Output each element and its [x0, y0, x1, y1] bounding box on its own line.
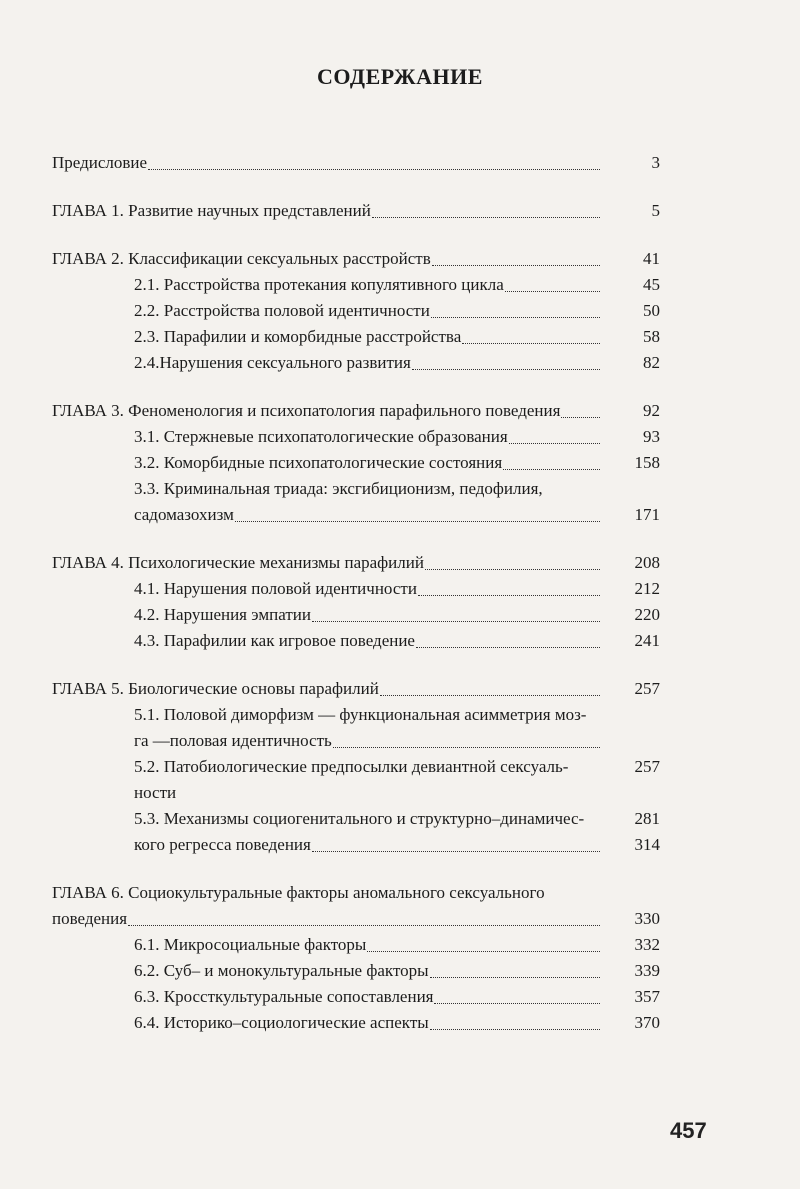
- toc-entry-page: 357: [634, 987, 660, 1006]
- toc-section: [52, 1010, 660, 1036]
- toc-entry-page: 212: [634, 579, 660, 598]
- toc-entry-page: 58: [643, 327, 660, 346]
- toc-entry-text: 6.1. Микросоциальные факторы: [134, 935, 367, 954]
- dot-leader: [312, 850, 600, 852]
- toc-chapter: [52, 198, 660, 224]
- toc-entry-page: 241: [634, 631, 660, 650]
- toc-entry-page: 41: [643, 249, 660, 268]
- dot-leader: [148, 168, 600, 170]
- toc-section: [52, 754, 660, 780]
- dot-leader: [416, 646, 600, 648]
- toc-section: [52, 476, 660, 502]
- toc-entry-text: га —половая идентичность: [134, 731, 332, 750]
- toc-entry-page: 339: [634, 961, 660, 980]
- toc-entry-text: 3.1. Стержневые психопатологические образования: [134, 427, 508, 446]
- toc-entry-page: 3: [651, 153, 660, 172]
- dot-leader: [561, 416, 600, 418]
- toc-entry-text: 4.1. Нарушения половой идентичности: [134, 579, 417, 598]
- toc-section: [52, 984, 660, 1010]
- toc-section-continuation: [52, 780, 660, 806]
- toc-entry-text: ГЛАВА 2. Классификации сексуальных расстройств: [52, 249, 431, 268]
- dot-leader: [312, 620, 600, 622]
- toc-section-continuation: [52, 832, 660, 858]
- dot-leader: [412, 368, 600, 370]
- toc-entry-text: 4.2. Нарушения эмпатии: [134, 605, 311, 624]
- toc-entry-text: ГЛАВА 4. Психологические механизмы парафилий: [52, 553, 424, 572]
- toc-section: [52, 602, 660, 628]
- dot-leader: [333, 746, 600, 748]
- page-title: СОДЕРЖАНИЕ: [317, 64, 483, 89]
- toc-entry-text: 5.3. Механизмы социогенитального и структурно–динамичес-: [134, 809, 585, 828]
- toc-entry-text: Предисловие: [52, 153, 148, 172]
- toc-entry-page: 314: [634, 835, 660, 854]
- dot-leader: [372, 216, 600, 218]
- toc-entry-text: ГЛАВА 3. Феноменология и психопатология парафильного поведения: [52, 401, 561, 420]
- dot-leader: [235, 520, 600, 522]
- toc-entry: [52, 150, 660, 176]
- toc-entry-page: 257: [634, 679, 660, 698]
- toc-entry-text: 6.2. Суб– и монокультуральные факторы: [134, 961, 429, 980]
- dot-leader: [509, 442, 600, 444]
- toc-entry-text: 5.2. Патобиологические предпосылки девиантной сексуаль-: [134, 757, 569, 776]
- toc-entry-text: ности: [134, 783, 177, 802]
- toc-entry-page: 158: [634, 453, 660, 472]
- toc-section-continuation: [52, 502, 660, 528]
- toc-section: [52, 576, 660, 602]
- toc-section: [52, 424, 660, 450]
- toc-entry-page: 281: [634, 809, 660, 828]
- toc-entry-text: 2.4.Нарушения сексуального развития: [134, 353, 411, 372]
- toc-section: [52, 702, 660, 728]
- dot-leader: [434, 1002, 600, 1004]
- toc-entry-page: 171: [634, 505, 660, 524]
- dot-leader: [503, 468, 600, 470]
- dot-leader: [418, 594, 600, 596]
- toc-entry-page: 257: [634, 757, 660, 776]
- toc-section: [52, 324, 660, 350]
- toc-chapter: [52, 880, 660, 906]
- toc-entry-text: ГЛАВА 1. Развитие научных представлений: [52, 201, 371, 220]
- toc-entry-page: 330: [634, 909, 660, 928]
- toc-section: [52, 628, 660, 654]
- toc-section-continuation: [52, 728, 660, 754]
- toc-entry-page: 220: [634, 605, 660, 624]
- toc-section: [52, 298, 660, 324]
- toc-entry-text: кого регресса поведения: [134, 835, 311, 854]
- toc-entry-text: 4.3. Парафилии как игровое поведение: [134, 631, 415, 650]
- dot-leader: [430, 1028, 600, 1030]
- toc-section: [52, 272, 660, 298]
- toc-section: [52, 450, 660, 476]
- toc-section: [52, 932, 660, 958]
- toc-chapter: [52, 550, 660, 576]
- toc-entry-text: 2.2. Расстройства половой идентичности: [134, 301, 430, 320]
- page-number: 457: [670, 1118, 707, 1143]
- table-of-contents: [52, 150, 660, 1036]
- toc-chapter: [52, 246, 660, 272]
- toc-entry-page: 332: [634, 935, 660, 954]
- dot-leader: [430, 976, 600, 978]
- toc-entry-text: 3.2. Коморбидные психопатологические состояния: [134, 453, 503, 472]
- toc-entry-text: 6.3. Кроссткультуральные сопоставления: [134, 987, 434, 1006]
- toc-entry-text: ГЛАВА 5. Биологические основы парафилий: [52, 679, 379, 698]
- dot-leader: [432, 264, 600, 266]
- toc-entry-text: 5.1. Половой диморфизм — функциональная асимметрия моз-: [134, 705, 587, 724]
- toc-entry-text: ГЛАВА 6. Социокультуральные факторы аномального сексуального: [52, 883, 545, 902]
- dot-leader: [462, 342, 600, 344]
- dot-leader: [380, 694, 600, 696]
- toc-entry-text: 2.1. Расстройства протекания копулятивного цикла: [134, 275, 504, 294]
- toc-entry-page: 45: [643, 275, 660, 294]
- toc-entry-page: 92: [643, 401, 660, 420]
- toc-entry-page: 82: [643, 353, 660, 372]
- dot-leader: [425, 568, 600, 570]
- toc-section: [52, 958, 660, 984]
- toc-entry-page: 208: [634, 553, 660, 572]
- toc-entry-text: 3.3. Криминальная триада: эксгибиционизм, педофилия,: [134, 479, 543, 498]
- dot-leader: [431, 316, 600, 318]
- toc-section: [52, 350, 660, 376]
- toc-entry-text: садомазохизм: [134, 505, 234, 524]
- toc-entry-text: 6.4. Историко–социологические аспекты: [134, 1013, 429, 1032]
- toc-chapter-continuation: [52, 906, 660, 932]
- dot-leader: [505, 290, 600, 292]
- toc-chapter: [52, 398, 660, 424]
- toc-entry-page: 50: [643, 301, 660, 320]
- toc-entry-text: поведения: [52, 909, 128, 928]
- toc-entry-text: 2.3. Парафилии и коморбидные расстройства: [134, 327, 462, 346]
- toc-entry-page: 5: [651, 201, 660, 220]
- toc-chapter: [52, 676, 660, 702]
- toc-entry-page: 370: [634, 1013, 660, 1032]
- toc-section: [52, 806, 660, 832]
- dot-leader: [128, 924, 600, 926]
- dot-leader: [367, 950, 600, 952]
- toc-entry-page: 93: [643, 427, 660, 446]
